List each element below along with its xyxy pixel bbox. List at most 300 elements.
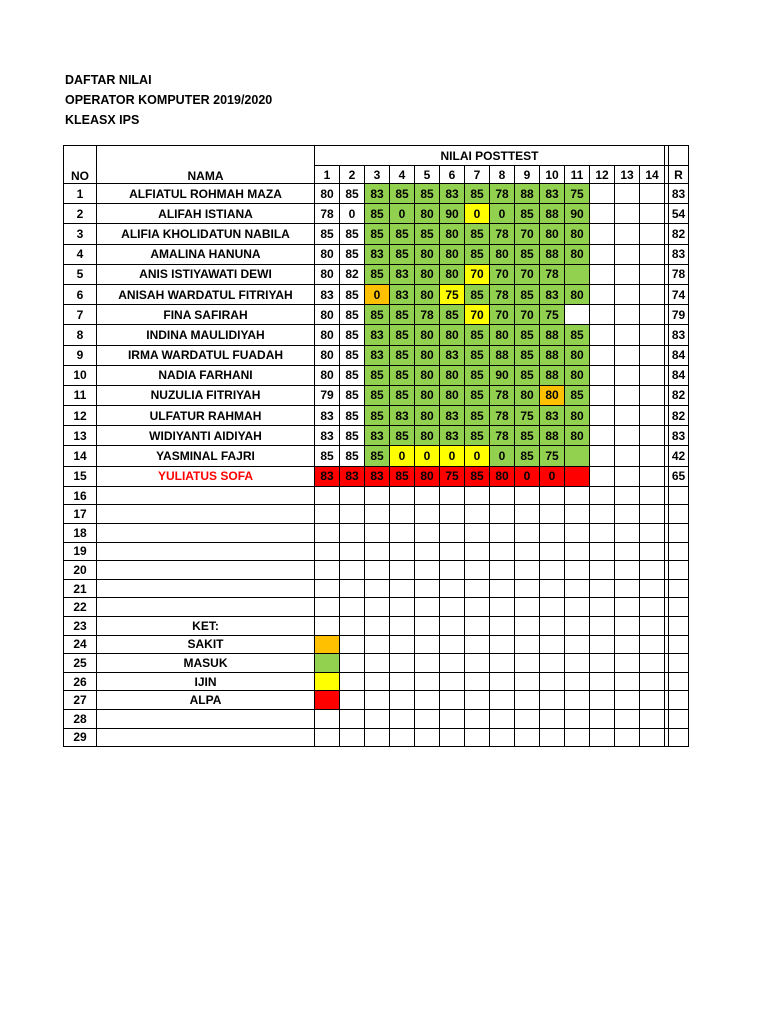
score-cell: 78 — [415, 305, 440, 325]
score-cell — [490, 635, 515, 654]
score-cell: 85 — [390, 325, 415, 345]
score-cell: 80 — [415, 244, 440, 264]
score-cell: 80 — [415, 325, 440, 345]
score-cell — [490, 728, 515, 747]
score-cell — [615, 466, 640, 486]
student-name: MASUK — [97, 654, 315, 673]
score-cell: 80 — [490, 325, 515, 345]
student-name — [97, 709, 315, 728]
score-cell: 85 — [365, 365, 390, 385]
score-cell — [315, 486, 340, 505]
score-cell: 90 — [440, 204, 465, 224]
score-cell: 90 — [565, 204, 590, 224]
score-cell — [590, 264, 615, 284]
row-no: 5 — [64, 264, 97, 284]
score-cell: 83 — [440, 406, 465, 426]
score-cell: 90 — [490, 365, 515, 385]
score-cell — [590, 406, 615, 426]
score-cell: 75 — [565, 184, 590, 204]
score-cell — [615, 542, 640, 561]
student-name: YASMINAL FAJRI — [97, 446, 315, 466]
score-cell: 0 — [340, 204, 365, 224]
score-cell — [415, 524, 440, 543]
score-cell — [440, 691, 465, 710]
score-cell — [340, 542, 365, 561]
student-name: ALIFIA KHOLIDATUN NABILA — [97, 224, 315, 244]
score-cell — [615, 345, 640, 365]
row-no: 23 — [64, 616, 97, 635]
score-cell — [415, 709, 440, 728]
score-cell — [590, 325, 615, 345]
score-cell — [540, 486, 565, 505]
score-cell — [640, 579, 665, 598]
row-r — [669, 691, 689, 710]
score-cell: 88 — [515, 184, 540, 204]
score-cell: 85 — [515, 284, 540, 304]
score-cell — [365, 635, 390, 654]
score-cell — [540, 728, 565, 747]
score-cell — [365, 505, 390, 524]
score-cell — [490, 691, 515, 710]
row-no: 2 — [64, 204, 97, 224]
score-cell: 80 — [565, 345, 590, 365]
score-cell — [340, 728, 365, 747]
score-cell: 85 — [465, 406, 490, 426]
score-cell: 85 — [565, 325, 590, 345]
score-cell — [465, 561, 490, 580]
score-cell: 85 — [465, 244, 490, 264]
score-cell — [515, 486, 540, 505]
student-name: ALIFAH ISTIANA — [97, 204, 315, 224]
table-row — [64, 204, 689, 224]
score-cell — [440, 486, 465, 505]
score-cell: 85 — [465, 184, 490, 204]
score-cell — [315, 616, 340, 635]
row-r: 83 — [669, 426, 689, 446]
score-cell — [590, 616, 615, 635]
legend-swatch — [315, 672, 340, 691]
table-row — [64, 561, 689, 580]
score-cell: 75 — [540, 305, 565, 325]
row-no: 22 — [64, 598, 97, 617]
score-cell: 80 — [315, 345, 340, 365]
score-cell — [465, 486, 490, 505]
table-row — [64, 466, 689, 486]
score-cell — [615, 598, 640, 617]
score-cell: 83 — [315, 466, 340, 486]
score-cell — [590, 466, 615, 486]
score-cell — [440, 542, 465, 561]
score-cell: 0 — [440, 446, 465, 466]
student-name: INDINA MAULIDIYAH — [97, 325, 315, 345]
score-cell: 78 — [490, 426, 515, 446]
score-cell: 85 — [340, 244, 365, 264]
student-name: AMALINA HANUNA — [97, 244, 315, 264]
score-cell — [340, 654, 365, 673]
score-cell: 79 — [315, 385, 340, 405]
student-name — [97, 542, 315, 561]
score-cell — [390, 524, 415, 543]
score-cell: 80 — [515, 385, 540, 405]
score-cell — [315, 524, 340, 543]
score-cell: 80 — [315, 244, 340, 264]
score-cell: 80 — [565, 224, 590, 244]
score-cell: 83 — [365, 325, 390, 345]
score-cell — [565, 561, 590, 580]
score-cell: 78 — [490, 284, 515, 304]
score-cell: 85 — [340, 345, 365, 365]
score-cell: 70 — [465, 305, 490, 325]
score-cell: 85 — [465, 426, 490, 446]
row-r: 83 — [669, 244, 689, 264]
score-cell: 70 — [465, 264, 490, 284]
score-cell: 83 — [440, 184, 465, 204]
score-cell: 85 — [340, 224, 365, 244]
score-cell: 85 — [340, 305, 365, 325]
score-cell — [615, 244, 640, 264]
score-cell — [465, 524, 490, 543]
row-r — [669, 728, 689, 747]
row-r: 54 — [669, 204, 689, 224]
score-cell — [340, 616, 365, 635]
score-cell — [640, 365, 665, 385]
header-session-8: 8 — [490, 166, 515, 184]
score-cell — [315, 709, 340, 728]
score-cell — [540, 691, 565, 710]
row-no: 26 — [64, 672, 97, 691]
score-cell — [390, 598, 415, 617]
header-session-1: 1 — [315, 166, 340, 184]
score-cell — [490, 672, 515, 691]
score-cell — [640, 224, 665, 244]
score-cell: 80 — [415, 385, 440, 405]
score-cell: 85 — [465, 284, 490, 304]
score-cell: 78 — [540, 264, 565, 284]
score-cell — [415, 505, 440, 524]
row-r: 42 — [669, 446, 689, 466]
score-cell — [440, 709, 465, 728]
score-cell — [640, 345, 665, 365]
score-cell — [540, 505, 565, 524]
score-cell — [390, 728, 415, 747]
table-row — [64, 616, 689, 635]
score-cell: 85 — [365, 305, 390, 325]
document-header — [65, 70, 272, 130]
score-cell — [590, 672, 615, 691]
score-cell — [565, 709, 590, 728]
legend-swatch — [315, 654, 340, 673]
student-name: KET: — [97, 616, 315, 635]
student-name: ALFIATUL ROHMAH MAZA — [97, 184, 315, 204]
score-cell: 70 — [515, 305, 540, 325]
score-cell — [515, 579, 540, 598]
score-cell — [590, 184, 615, 204]
score-cell — [640, 635, 665, 654]
table-row — [64, 284, 689, 304]
score-cell: 85 — [365, 385, 390, 405]
score-cell: 70 — [515, 264, 540, 284]
table-row — [64, 325, 689, 345]
student-name: YULIATUS SOFA — [97, 466, 315, 486]
score-cell: 85 — [415, 224, 440, 244]
row-r — [669, 561, 689, 580]
score-cell: 83 — [390, 264, 415, 284]
score-cell — [590, 486, 615, 505]
score-cell: 88 — [540, 426, 565, 446]
score-cell — [315, 505, 340, 524]
score-cell — [490, 505, 515, 524]
row-r — [669, 709, 689, 728]
row-no: 11 — [64, 385, 97, 405]
score-cell — [440, 561, 465, 580]
score-cell: 80 — [440, 385, 465, 405]
score-cell — [365, 542, 390, 561]
score-cell — [415, 598, 440, 617]
score-cell — [615, 426, 640, 446]
score-cell — [515, 672, 540, 691]
row-r — [669, 542, 689, 561]
score-cell: 80 — [315, 184, 340, 204]
score-cell — [640, 446, 665, 466]
student-name: IJIN — [97, 672, 315, 691]
score-cell — [415, 542, 440, 561]
table-row — [64, 691, 689, 710]
score-cell: 0 — [515, 466, 540, 486]
table-row — [64, 654, 689, 673]
score-cell — [640, 486, 665, 505]
row-no: 13 — [64, 426, 97, 446]
score-cell — [590, 561, 615, 580]
score-cell — [440, 728, 465, 747]
score-cell: 85 — [340, 184, 365, 204]
table-row — [64, 244, 689, 264]
score-cell — [615, 264, 640, 284]
score-cell — [590, 654, 615, 673]
score-cell — [315, 728, 340, 747]
score-cell: 83 — [540, 184, 565, 204]
header-session-13: 13 — [615, 166, 640, 184]
row-r: 84 — [669, 345, 689, 365]
score-cell: 80 — [415, 345, 440, 365]
row-no: 27 — [64, 691, 97, 710]
score-cell: 0 — [365, 284, 390, 304]
row-no: 1 — [64, 184, 97, 204]
score-cell — [465, 654, 490, 673]
score-cell: 85 — [465, 325, 490, 345]
table-row — [64, 305, 689, 325]
row-no: 29 — [64, 728, 97, 747]
score-cell: 80 — [440, 244, 465, 264]
score-cell — [515, 561, 540, 580]
score-cell — [565, 446, 590, 466]
score-cell — [340, 524, 365, 543]
table-row — [64, 709, 689, 728]
score-cell — [390, 486, 415, 505]
score-cell: 85 — [440, 305, 465, 325]
header-session-10: 10 — [540, 166, 565, 184]
score-cell: 80 — [415, 204, 440, 224]
score-cell: 83 — [440, 345, 465, 365]
table-row — [64, 579, 689, 598]
score-cell — [565, 486, 590, 505]
score-cell: 80 — [415, 284, 440, 304]
score-cell: 85 — [315, 224, 340, 244]
score-cell — [440, 654, 465, 673]
score-cell — [415, 486, 440, 505]
score-cell — [640, 672, 665, 691]
score-cell — [640, 204, 665, 224]
score-cell: 80 — [540, 385, 565, 405]
score-cell: 80 — [415, 365, 440, 385]
score-cell — [590, 542, 615, 561]
score-cell — [465, 598, 490, 617]
score-cell: 80 — [315, 264, 340, 284]
score-cell — [440, 616, 465, 635]
header-session-14: 14 — [640, 166, 665, 184]
score-cell — [415, 672, 440, 691]
score-cell — [390, 542, 415, 561]
score-cell — [365, 486, 390, 505]
score-cell — [640, 385, 665, 405]
score-cell: 83 — [540, 284, 565, 304]
score-cell: 80 — [565, 426, 590, 446]
score-cell — [590, 709, 615, 728]
row-r: 82 — [669, 385, 689, 405]
score-cell: 83 — [365, 244, 390, 264]
row-r — [669, 524, 689, 543]
score-cell — [465, 635, 490, 654]
score-cell — [540, 579, 565, 598]
header-no: NO — [64, 146, 97, 184]
score-cell: 85 — [315, 446, 340, 466]
score-cell: 85 — [465, 224, 490, 244]
score-cell — [340, 486, 365, 505]
score-cell: 85 — [565, 385, 590, 405]
row-r: 82 — [669, 224, 689, 244]
header-title: DAFTAR NILAI — [65, 73, 152, 87]
table-row — [64, 486, 689, 505]
score-cell — [615, 635, 640, 654]
score-cell — [590, 505, 615, 524]
score-cell: 85 — [365, 204, 390, 224]
score-cell — [465, 579, 490, 598]
row-no: 14 — [64, 446, 97, 466]
score-cell: 83 — [390, 284, 415, 304]
score-cell — [615, 709, 640, 728]
student-name — [97, 486, 315, 505]
score-cell: 83 — [340, 466, 365, 486]
score-cell — [340, 635, 365, 654]
score-cell: 85 — [390, 466, 415, 486]
score-cell: 83 — [315, 406, 340, 426]
score-cell: 78 — [315, 204, 340, 224]
header-session-11: 11 — [565, 166, 590, 184]
table-row — [64, 505, 689, 524]
score-cell — [640, 654, 665, 673]
score-cell: 80 — [565, 365, 590, 385]
score-cell — [590, 728, 615, 747]
table-row — [64, 542, 689, 561]
header-session-4: 4 — [390, 166, 415, 184]
row-no: 7 — [64, 305, 97, 325]
score-cell — [590, 579, 615, 598]
score-cell: 78 — [490, 224, 515, 244]
score-cell — [640, 728, 665, 747]
score-cell: 85 — [515, 325, 540, 345]
student-name: SAKIT — [97, 635, 315, 654]
row-no: 21 — [64, 579, 97, 598]
score-cell: 83 — [365, 345, 390, 365]
score-cell — [640, 691, 665, 710]
score-cell: 85 — [465, 365, 490, 385]
score-cell — [515, 598, 540, 617]
score-cell — [440, 524, 465, 543]
row-r — [669, 579, 689, 598]
score-cell: 0 — [415, 446, 440, 466]
score-cell: 85 — [515, 426, 540, 446]
score-cell — [490, 579, 515, 598]
table-row — [64, 365, 689, 385]
score-cell — [490, 486, 515, 505]
score-cell — [615, 728, 640, 747]
score-cell: 80 — [415, 264, 440, 284]
row-no: 6 — [64, 284, 97, 304]
score-cell — [615, 505, 640, 524]
score-cell: 75 — [540, 446, 565, 466]
score-cell: 83 — [365, 426, 390, 446]
score-cell — [565, 466, 590, 486]
score-cell: 88 — [540, 325, 565, 345]
score-cell: 85 — [465, 385, 490, 405]
score-cell — [615, 616, 640, 635]
score-cell — [640, 305, 665, 325]
score-cell: 0 — [490, 446, 515, 466]
score-cell: 85 — [390, 305, 415, 325]
score-cell: 80 — [440, 325, 465, 345]
score-cell: 85 — [515, 204, 540, 224]
header-class: KLEASX IPS — [65, 113, 140, 127]
score-cell: 0 — [465, 446, 490, 466]
table-row — [64, 224, 689, 244]
score-cell — [465, 728, 490, 747]
score-cell — [340, 672, 365, 691]
score-cell: 85 — [365, 406, 390, 426]
score-cell — [440, 505, 465, 524]
score-cell — [590, 691, 615, 710]
score-cell: 80 — [565, 284, 590, 304]
score-cell — [565, 264, 590, 284]
score-cell — [415, 635, 440, 654]
score-cell — [365, 616, 390, 635]
row-r — [669, 654, 689, 673]
score-cell — [615, 654, 640, 673]
score-cell: 75 — [440, 466, 465, 486]
score-cell — [365, 728, 390, 747]
row-r — [669, 505, 689, 524]
score-cell — [365, 691, 390, 710]
row-no: 24 — [64, 635, 97, 654]
row-r: 84 — [669, 365, 689, 385]
score-cell — [515, 728, 540, 747]
score-cell — [615, 184, 640, 204]
score-cell: 80 — [415, 426, 440, 446]
score-cell — [565, 305, 590, 325]
score-cell: 85 — [365, 264, 390, 284]
score-cell — [540, 635, 565, 654]
student-name: IRMA WARDATUL FUADAH — [97, 345, 315, 365]
score-cell — [315, 598, 340, 617]
student-name — [97, 598, 315, 617]
